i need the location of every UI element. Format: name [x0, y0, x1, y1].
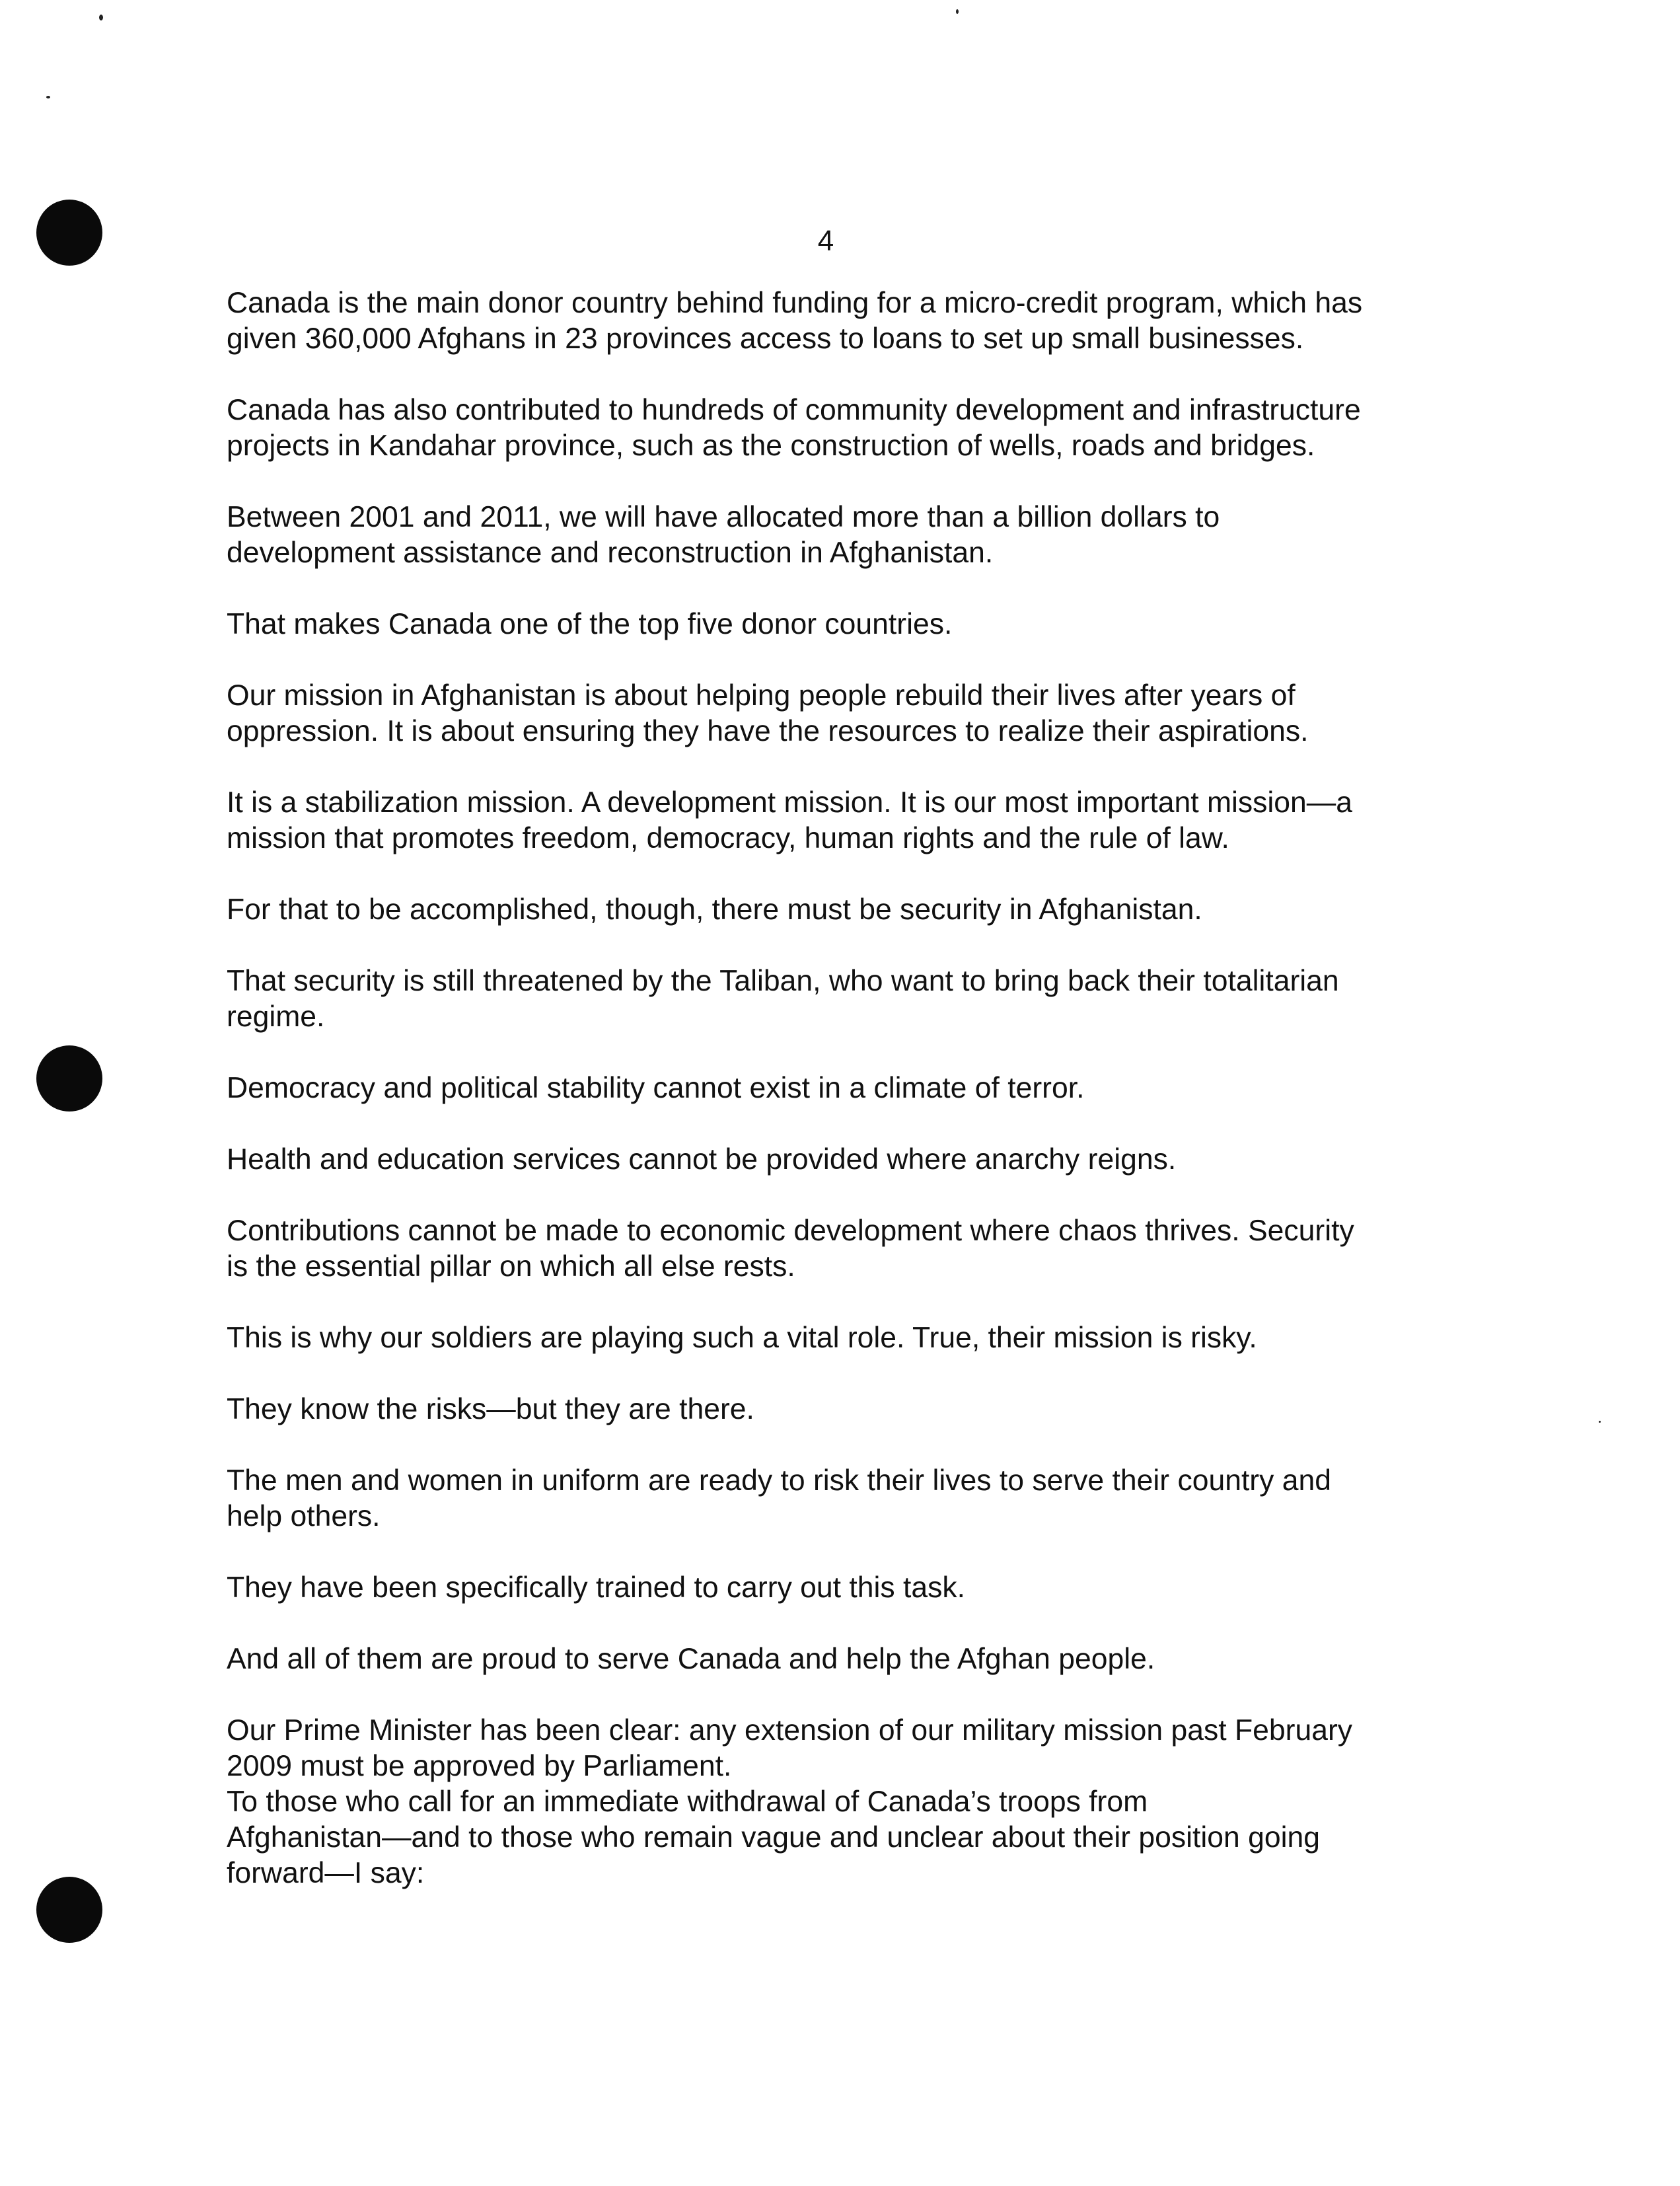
punch-hole [36, 1877, 102, 1943]
punch-hole [36, 200, 102, 266]
paragraph: Health and education services cannot be provided where anarchy reigns. [227, 1143, 1177, 1176]
scan-speck [99, 15, 103, 20]
paragraph: They have been specifically trained to carry out this task. [227, 1571, 965, 1604]
paragraph: They know the risks—but they are there. [227, 1393, 754, 1425]
document-body [227, 285, 1436, 1891]
paragraph: That security is still threatened by the Taliban, who want to bring back their totalitarian regime. [227, 965, 1339, 1033]
paragraph: Between 2001 and 2011, we will have allocated more than a billion dollars to development assistance and reconstruction in Afghanistan. [227, 501, 1220, 569]
paragraph: And all of them are proud to serve Canada and help the Afghan people. [227, 1643, 1155, 1675]
paragraph: For that to be accomplished, though, there must be security in Afghanistan. [227, 893, 1202, 926]
paragraph: This is why our soldiers are playing such a vital role. True, their mission is risky. [227, 1322, 1257, 1354]
paragraph: Canada has also contributed to hundreds of community development and infrastructure projects in Kandahar province, such as the construction of wells, roads and bridges. [227, 394, 1361, 462]
scan-speck [956, 9, 959, 14]
paragraph: Our Prime Minister has been clear: any extension of our military mission past February 2009 must be approved by Parliament. [227, 1714, 1353, 1782]
paragraph: Our mission in Afghanistan is about helping people rebuild their lives after years of oppression. It is about ensuring they have the resources to realize their aspirations. [227, 679, 1309, 747]
paragraph: That makes Canada one of the top five donor countries. [227, 608, 953, 640]
scan-speck [1599, 1421, 1601, 1423]
paragraph: Canada is the main donor country behind funding for a micro-credit program, which has given 360,000 Afghans in 23 provinces access to loans to set up small businesses. [227, 287, 1363, 355]
paragraph: Democracy and political stability cannot exist in a climate of terror. [227, 1072, 1085, 1104]
punch-hole [36, 1045, 102, 1112]
page-number: 4 [817, 225, 834, 257]
paragraph: It is a stabilization mission. A development mission. It is our most important mission—a mission that promotes freedom, democracy, human rights and the rule of law. [227, 786, 1353, 854]
scan-speck [46, 96, 50, 98]
paragraph: Contributions cannot be made to economic development where chaos thrives. Security is the essential pillar on which all else rests. [227, 1215, 1354, 1283]
paragraph: The men and women in uniform are ready to risk their lives to serve their country and help others. [227, 1464, 1331, 1532]
paragraph: To those who call for an immediate withdrawal of Canada’s troops from Afghanistan—and to those who remain vague and unclear about their position going forward—I say: [227, 1786, 1321, 1889]
